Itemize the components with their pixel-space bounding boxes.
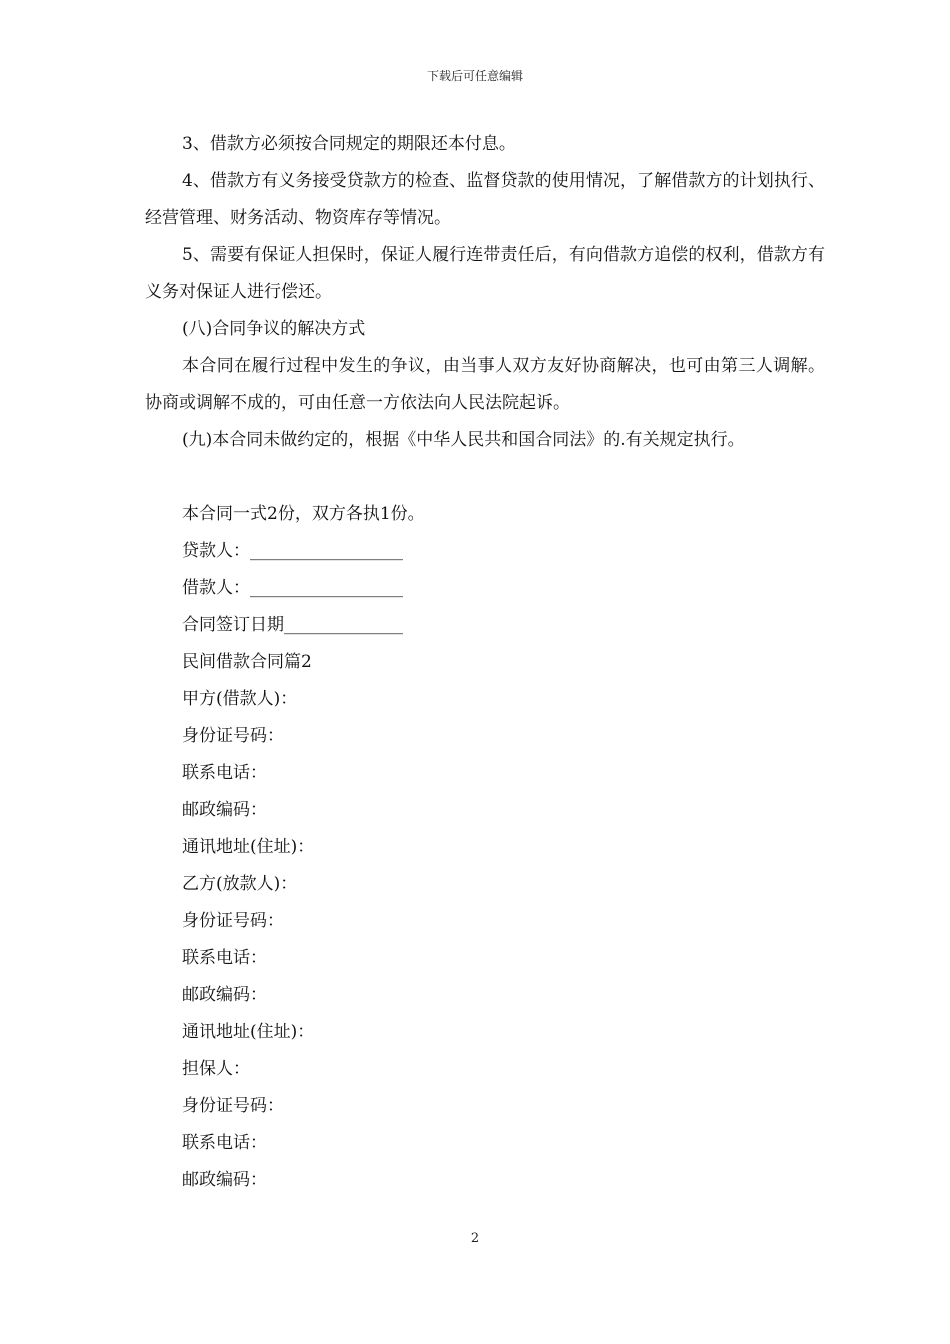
signing-date-line: 合同签订日期______________ (182, 615, 403, 635)
party-a-address: 通讯地址(住址)： (182, 837, 315, 857)
contract-title-2: 民间借款合同篇2 (182, 652, 312, 672)
clause-3: 3、借款方必须按合同规定的期限还本付息。 (182, 134, 516, 154)
blank-line (145, 459, 825, 496)
guarantor-phone: 联系电话： (182, 1133, 267, 1153)
clause-5: 5、需要有保证人担保时，保证人履行连带责任后，有向借款方追偿的权利，借款方有义务对保证人进行偿还。 (145, 245, 825, 302)
dispute-resolution-text: 本合同在履行过程中发生的争议，由当事人双方友好协商解决，也可由第三人调解。协商或调解不成的，可由任意一方依法向人民法院起诉。 (145, 356, 825, 413)
party-b-address: 通讯地址(住址)： (182, 1022, 315, 1042)
party-a-label: 甲方(借款人)： (182, 689, 298, 709)
section-heading-8: (八)合同争议的解决方式 (182, 319, 366, 339)
party-a-postcode: 邮政编码： (182, 800, 267, 820)
guarantor-postcode: 邮政编码： (182, 1170, 267, 1190)
party-a-phone: 联系电话： (182, 763, 267, 783)
borrower-signature-line: 借款人：__________________ (182, 578, 403, 598)
party-b-label: 乙方(放款人)： (182, 874, 298, 894)
section-9-text: (九)本合同未做约定的，根据《中华人民共和国合同法》的.有关规定执行。 (182, 430, 745, 450)
copies-note: 本合同一式2份，双方各执1份。 (182, 504, 425, 524)
page-number: 2 (470, 1231, 480, 1246)
guarantor-id-number: 身份证号码： (182, 1096, 284, 1116)
guarantor-label: 担保人： (182, 1059, 250, 1079)
party-a-id-number: 身份证号码： (182, 726, 284, 746)
document-body (145, 126, 825, 1199)
party-b-id-number: 身份证号码： (182, 911, 284, 931)
page-header: 下载后可任意编辑 (426, 69, 523, 83)
party-b-phone: 联系电话： (182, 948, 267, 968)
party-b-postcode: 邮政编码： (182, 985, 267, 1005)
lender-signature-line: 贷款人：__________________ (182, 541, 403, 561)
clause-4: 4、借款方有义务接受贷款方的检查、监督贷款的使用情况，了解借款方的计划执行、经营管理、财务活动、物资库存等情况。 (145, 171, 825, 228)
